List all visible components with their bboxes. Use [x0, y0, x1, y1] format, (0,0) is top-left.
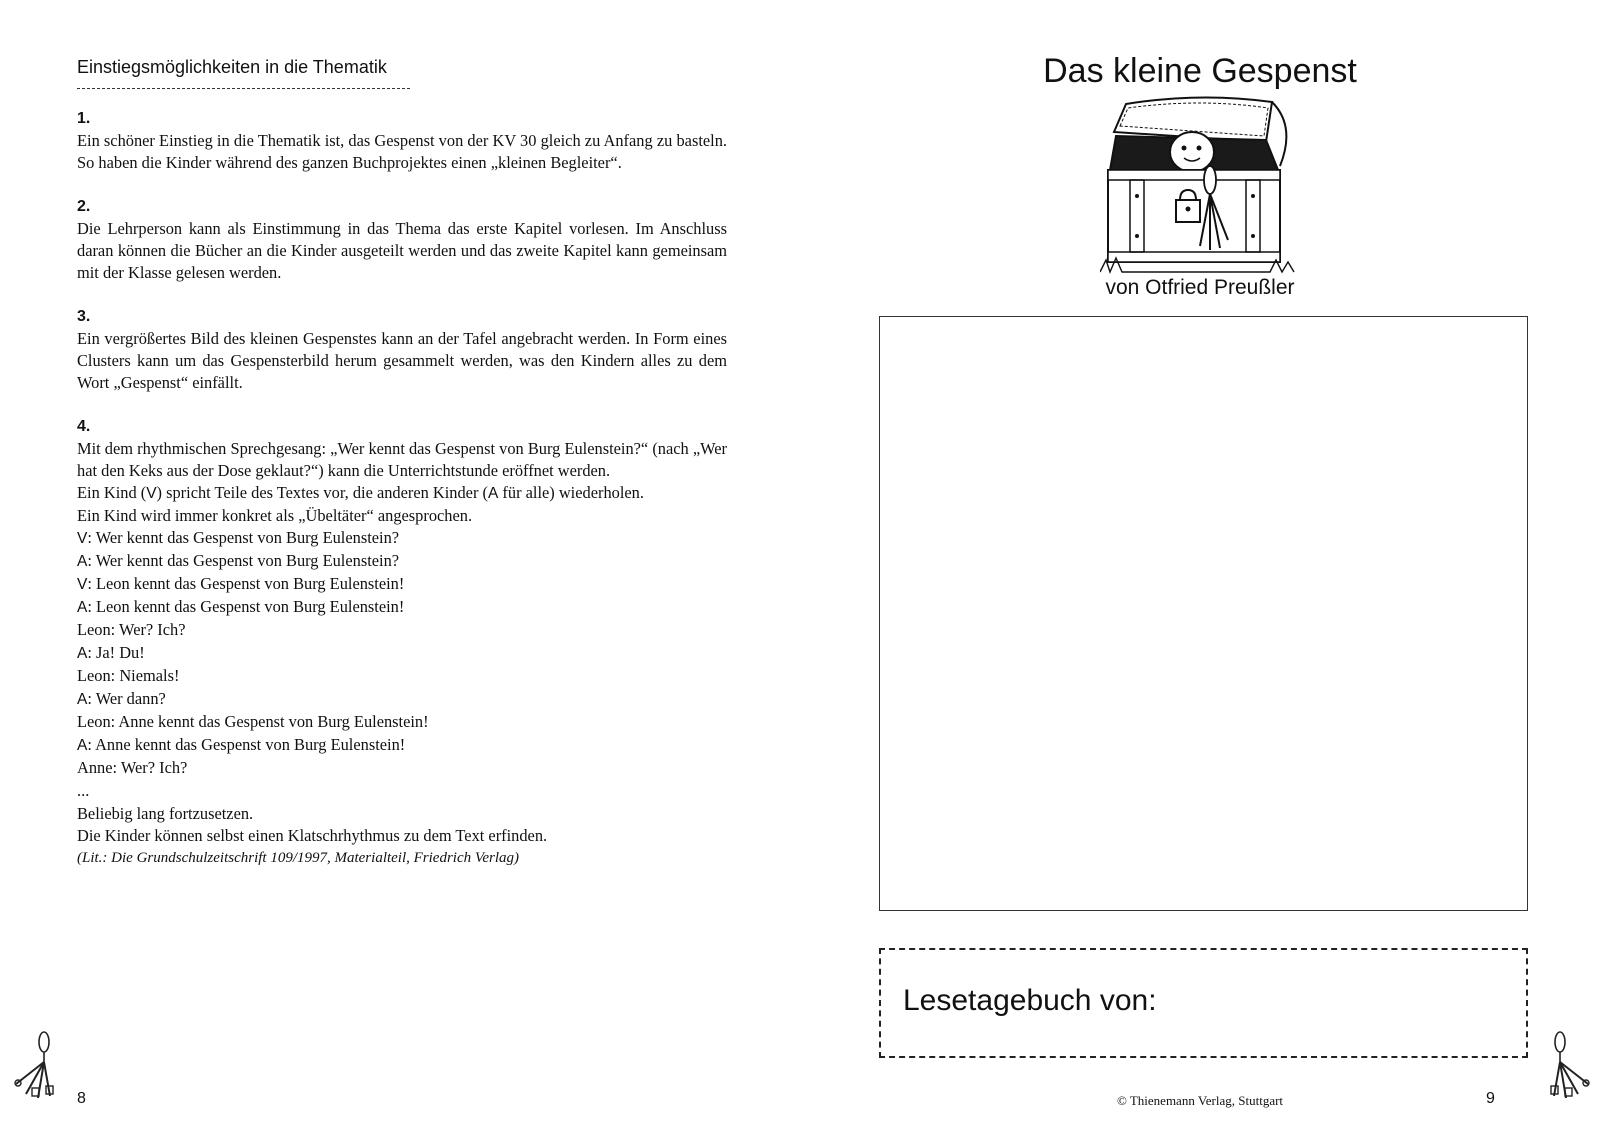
dialog-line	[77, 596, 727, 619]
speaker-marker: A	[77, 553, 88, 570]
section-4-number: 4.	[77, 418, 91, 435]
treasure-chest-ghost-illustration	[1100, 96, 1300, 274]
dialog-line	[77, 573, 727, 596]
book-title: Das kleine Gespenst	[1043, 52, 1357, 90]
dialog-text: : Wer kennt das Gespenst von Burg Eulenstein?	[87, 551, 400, 570]
right-page	[800, 0, 1600, 1131]
section-2-number: 2.	[77, 198, 91, 215]
dialog-text: ...	[77, 781, 90, 800]
section-4	[77, 416, 727, 869]
speaker-marker: A	[77, 691, 88, 708]
dialog-text: : Leon kennt das Gespenst von Burg Eulenstein!	[87, 597, 405, 616]
drawing-area[interactable]	[879, 316, 1528, 911]
dialog-text: Leon: Wer? Ich?	[77, 620, 186, 639]
section-3-number: 3.	[77, 308, 91, 325]
section-3	[77, 306, 727, 394]
heading-divider	[77, 88, 410, 89]
section-1-text: Ein schöner Einstieg in die Thematik ist, das Gespenst von der KV 30 gleich zu Anfang zu basteln. So haben die Kinder während des ganzen Buchprojektes einen „kleinen Begleiter“.	[77, 131, 727, 172]
dialog-text: : Wer dann?	[87, 689, 166, 708]
roles-text: ) spricht Teile des Textes vor, die anderen Kinder (	[156, 483, 488, 502]
section-1-number: 1.	[77, 110, 91, 127]
page-number-left: 8	[77, 1090, 86, 1107]
section-1	[77, 108, 727, 174]
literature-reference: (Lit.: Die Grundschulzeitschrift 109/1997, Materialteil, Friedrich Verlag)	[77, 850, 520, 866]
section-2	[77, 196, 727, 284]
continue-line: Beliebig lang fortzusetzen.	[77, 804, 254, 823]
dialog-line	[77, 780, 727, 803]
culprit-line: Ein Kind wird immer konkret als „Übeltäter“ angesprochen.	[77, 506, 473, 525]
role-a-marker: A	[487, 485, 499, 502]
speaker-marker: A	[77, 599, 88, 616]
roles-text: Ein Kind (	[77, 483, 147, 502]
dialog-text: : Wer kennt das Gespenst von Burg Eulenstein?	[87, 528, 400, 547]
dialog-line	[77, 527, 727, 550]
page-number-right: 9	[1486, 1090, 1495, 1107]
dialog-text: Leon: Niemals!	[77, 666, 180, 685]
dialog-line	[77, 688, 727, 711]
dialog-text: : Anne kennt das Gespenst von Burg Eulenstein!	[87, 735, 406, 754]
dialog-line	[77, 550, 727, 573]
roles-line	[77, 482, 727, 505]
dialog-line	[77, 711, 727, 734]
owner-field[interactable]	[879, 948, 1528, 1058]
section-heading: Einstiegsmöglichkeiten in die Thematik	[77, 57, 387, 77]
speaker-marker: V	[77, 576, 88, 593]
copyright-notice: © Thienemann Verlag, Stuttgart	[1116, 1093, 1284, 1108]
speaker-marker: A	[77, 737, 88, 754]
section-4-intro: Mit dem rhythmischen Sprechgesang: „Wer kennt das Gespenst von Burg Eulenstein?“ (nach „Wer hat den Keks aus der Dose geklaut?“) kann die Unterrichtstunde eröffnet werden.	[77, 439, 727, 480]
dialog-line	[77, 642, 727, 665]
speaker-marker: A	[77, 645, 88, 662]
dialog-line	[77, 619, 727, 642]
owner-label: Lesetagebuch von:	[903, 984, 1157, 1017]
dialog-text: : Ja! Du!	[87, 643, 145, 662]
dialog-line	[77, 757, 727, 780]
clap-line: Die Kinder können selbst einen Klatschrhythmus zu dem Text erfinden.	[77, 826, 548, 845]
dialog-line	[77, 665, 727, 688]
key-bunch-icon	[10, 1028, 62, 1100]
left-content	[77, 108, 727, 891]
section-2-text: Die Lehrperson kann als Einstimmung in das Thema das erste Kapitel vorlesen. Im Anschluss daran können die Bücher an die Kinder ausgeteilt werden und das zweite Kapitel kann gemeinsam mit der Klasse gelesen werden.	[77, 219, 727, 282]
dialog-text: : Leon kennt das Gespenst von Burg Eulenstein!	[87, 574, 405, 593]
key-bunch-icon	[1542, 1028, 1594, 1100]
book-author: von Otfried Preußler	[1105, 276, 1295, 299]
dialog-text: Leon: Anne kennt das Gespenst von Burg Eulenstein!	[77, 712, 429, 731]
roles-text: für alle) wiederholen.	[498, 483, 644, 502]
role-v-marker: V	[146, 485, 157, 502]
speaker-marker: V	[77, 530, 88, 547]
dialog-line	[77, 734, 727, 757]
section-3-text: Ein vergrößertes Bild des kleinen Gespenstes kann an der Tafel angebracht werden. In Form eines Clusters kann um das Gespensterbild herum gesammelt werden, was den Kindern alles zu dem Wort „Gespenst“ einfällt.	[77, 329, 727, 392]
dialog-text: Anne: Wer? Ich?	[77, 758, 188, 777]
